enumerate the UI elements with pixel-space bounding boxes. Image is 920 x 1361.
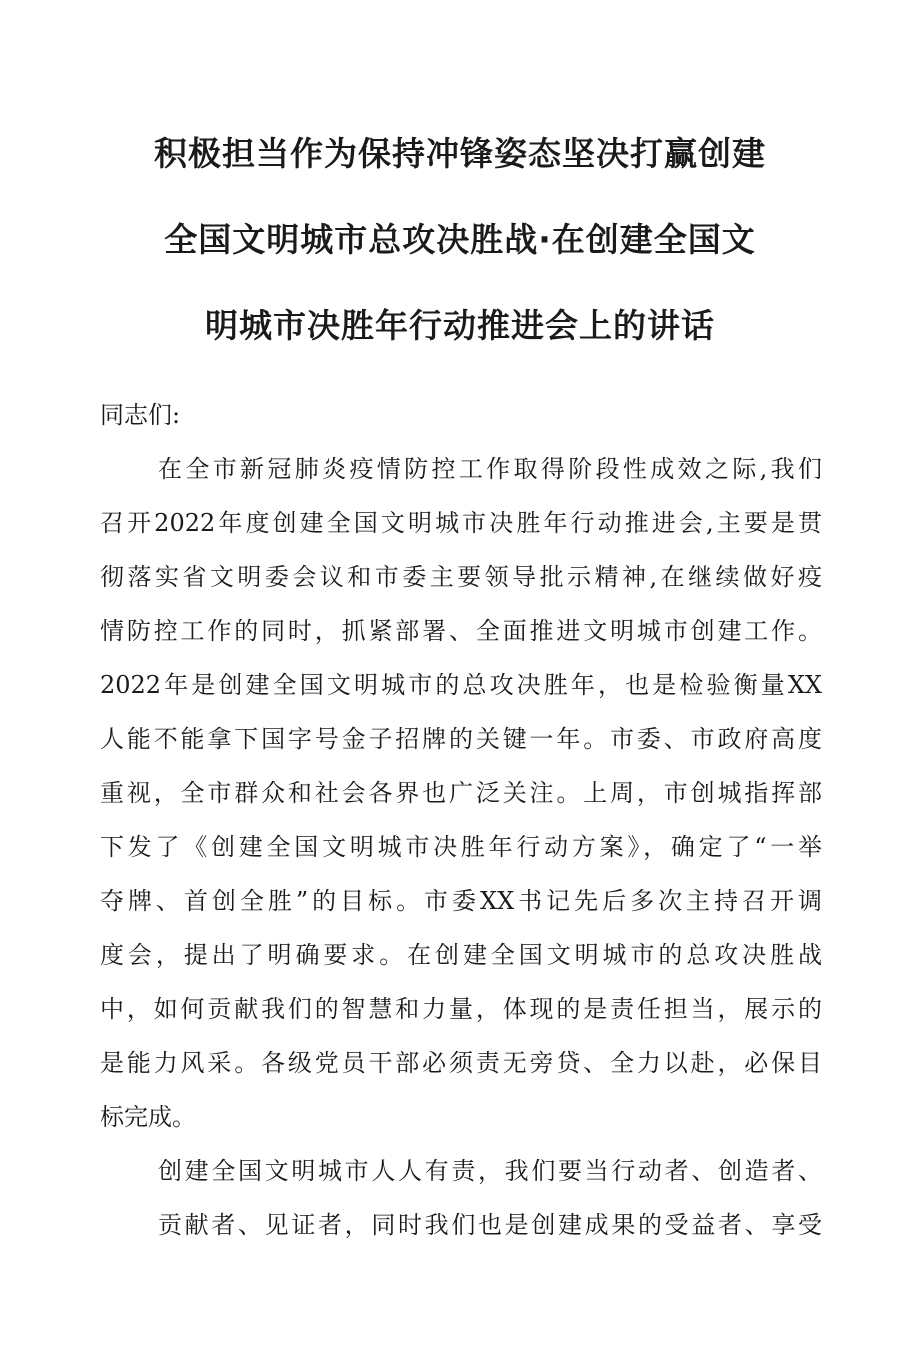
body-line: 标完成。 — [100, 1103, 196, 1131]
body-line: 夺牌、首创全胜”的目标。市委XX书记先后多次主持召开调 — [100, 887, 822, 915]
body-line: 在全市新冠肺炎疫情防控工作取得阶段性成效之际,我们 — [158, 455, 822, 483]
body-line: 情防控工作的同时，抓紧部署、全面推进文明城市创建工作。 — [100, 617, 822, 645]
body-line: 重视，全市群众和社会各界也广泛关注。上周，市创城指挥部 — [100, 779, 822, 807]
body-line: 中，如何贡献我们的智慧和力量，体现的是责任担当，展示的 — [100, 995, 822, 1023]
body-line: 召开2022年度创建全国文明城市决胜年行动推进会,主要是贯 — [100, 509, 822, 537]
title-line-3: 明城市决胜年行动推进会上的讲话 — [205, 306, 715, 345]
body-line: 2022年是创建全国文明城市的总攻决胜年，也是检验衡量XX — [100, 671, 822, 699]
body-line: 贡献者、见证者，同时我们也是创建成果的受益者、享受 — [158, 1211, 822, 1239]
salutation: 同志们: — [100, 401, 181, 429]
body-line: 下发了《创建全国文明城市决胜年行动方案》，确定了“一举 — [100, 833, 822, 861]
body-line: 是能力风采。各级党员干部必须责无旁贷、全力以赴，必保目 — [100, 1049, 822, 1077]
title-line-1: 积极担当作为保持冲锋姿态坚决打赢创建 — [154, 134, 766, 173]
body-line: 彻落实省文明委会议和市委主要领导批示精神,在继续做好疫 — [100, 563, 822, 591]
body-line: 人能不能拿下国字号金子招牌的关键一年。市委、市政府高度 — [100, 725, 822, 753]
body-line: 度会，提出了明确要求。在创建全国文明城市的总攻决胜战 — [100, 941, 822, 969]
body-line: 创建全国文明城市人人有责，我们要当行动者、创造者、 — [158, 1157, 822, 1185]
title-line-2: 全国文明城市总攻决胜战·在创建全国文 — [164, 220, 756, 259]
